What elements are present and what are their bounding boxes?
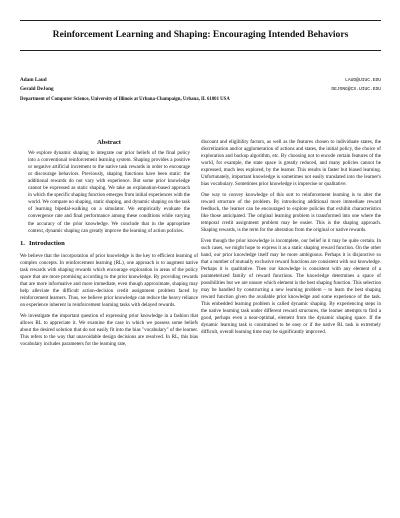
author-row-1 [20,77,381,85]
section-title: Introduction [28,239,65,247]
author-email[interactable]: LAUD@UIUC.EDU [345,78,381,83]
paper-title: Reinforcement Learning and Shaping: Encouraging Intended Behaviors [52,29,349,40]
left-column [20,139,198,351]
title-rule-bottom [20,50,381,51]
affiliation: Department of Computer Science, University of Illinois at Urbana-Champaign, Urbana, IL 61801 USA [20,97,230,102]
abstract-text: We explore dynamic shaping to integrate our prior beliefs of the final policy into a conventional reinforcement learning system. Shaping provides a positive or negative artificial increment to the native task rewards in order to encourage or discourage behaviors. Previously, shaping functions have been static: the additional rewards do not vary with experience. But some prior knowledge cannot be expressed as static shaping. We take an explanation-based approach in which the specific shaping function emerges from initial experiences with the world. We compare no shaping, static shaping, and dynamic shaping on the task of learning bipedal-walking on a simulator. We empirically evaluate the convergence rate and final performance among these conditions while varying the accuracy of the prior knowledge. We conclude that in the appropriate context, dynamic shaping can greatly improve the learning of action policies. [28,150,190,234]
author-name: Adam Laud [20,77,47,83]
paragraph: discount and eligibility factors, as well as the features chosen to individuate states, the discretization and/or agglomeration of actions and states, the initial policy, the choice of exploration and backup algorithm, etc. By choosing not to encode certain features of the world, for example, the state space is greatly reduced, and many policies cannot be expressed, much less explored, by the learner. This results in faster but biased learning. Unfortunately, important knowledge is sometimes not easily translated into the learner's bias vocabulary. Sometimes prior knowledge is imprecise or qualitative. [201,139,381,188]
abstract-heading: Abstract [97,139,121,146]
paragraph: We investigate the important question of expressing prior knowledge in a fashion that allows RL to appreciate it. We examine the case in which we possess some beliefs about the desired solution that do not easily fit into the bias "vocabulary" of the learner. This refers to the way that unavoidable design decisions are resolved. In RL, this bias vocabulary includes parameters for the learning rate, [20,312,198,347]
paragraph: One way to convey knowledge of this sort to reinforcement learning is to alter the reward structure of the problem. By introducing additional more immediate reward feedback, the learner can be encouraged to explore policies that exhibit characteristics like those anticipated. The original learning problem is transformed into one where the temporal credit assignment problem may be easier. This is the shaping approach. Shaping rewards, is the term for the alteration from the original or native rewards. [201,191,381,234]
author-email[interactable]: DEJONG@CS.UIUC.EDU [331,87,381,92]
section-number: 1. [20,239,25,247]
author-name: Gerald DeJong [20,86,54,92]
right-column [201,139,381,340]
title-rule-top [20,20,381,21]
section-heading [20,240,198,247]
author-row-2 [20,86,381,94]
paragraph: We believe that the incorporation of prior knowledge is the key to efficient learning of complex concepts. In reinforcement learning (RL), one approach is to augment native task rewards with shaping rewards which encourage exploration in areas of the policy space that are more promising according to the prior knowledge. By providing rewards that are more informative and more immediate, even though approximate, shaping may help alleviate the difficult action-decision credit assignment problem faced by reinforcement learners. Thus, we believe prior knowledge can reduce the heavy reliance on experience inherent in reinforcement learning tasks with delayed rewards. [20,252,198,308]
paragraph: Even though the prior knowledge is incomplete, our belief in it may be quite certain. In such cases, we might hope to express it as a static shaping reward function. On the other hand, our prior knowledge itself may be more ambiguous. Perhaps it is disjunctive so that a number of mutually exclusive reward functions are consistent with our knowledge. Perhaps it is qualitative. Then our knowledge is consistent with any element of a parameterized family of reward functions. The knowledge determines a space of possibilities but we are unsure which element is the best shaping function. This selection may be handled by constructing a new learning problem – to learn the best shaping reward function given the available prior knowledge and some experience of the task. This embedded learning problem is called dynamic shaping. By experiencing steps in the native learning task under different reward structures, the learner attempts to find a good, perhaps even a near-optimal, element from the dynamic shaping space. If the dynamic learning task is constrained to be easy or if the native RL task is extremely difficult, overall learning time may be significantly improved. [201,237,381,336]
